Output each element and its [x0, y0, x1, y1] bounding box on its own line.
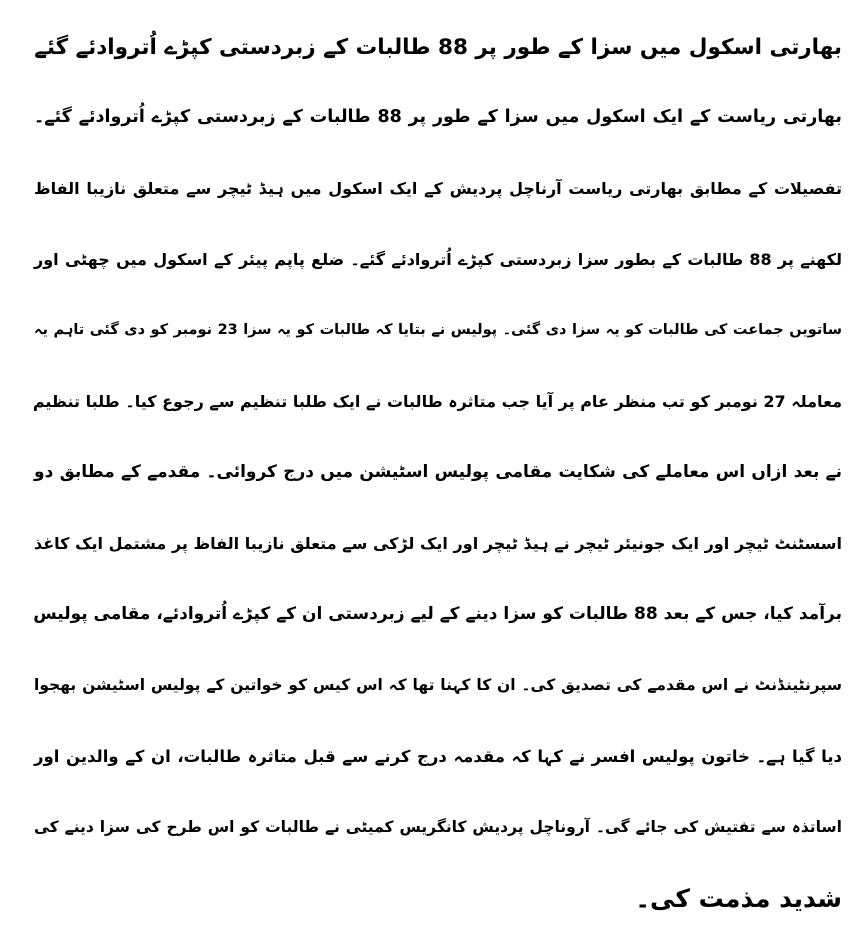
article-line: اسسٹنٹ ٹیچر اور ایک جونیئر ٹیچر نے ہیڈ ٹیچر اور ایک لڑکی سے متعلق نازیبا الفاظ پر مشتمل ایک کاغذ — [34, 534, 842, 553]
article-line-last: شدید مذمت کی۔ — [635, 884, 842, 913]
article-line: برآمد کیا، جس کے بعد 88 طالبات کو سزا دینے کے لیے زبردستی ان کے کپڑے اُتروادئے، مقامی پولیس — [33, 604, 842, 624]
article-line: بھارتی ریاست کے ایک اسکول میں سزا کے طور پر 88 طالبات کے زبردستی کپڑے اُتروادئے گئے۔ — [34, 107, 842, 127]
article-line: نے بعد ازاں اس معاملے کی شکایت مقامی پولیس اسٹیشن میں درج کروائی۔ مقدمے کے مطابق دو — [34, 462, 842, 482]
article-line: لکھنے پر 88 طالبات کے بطور سزا زبردستی کپڑے اُتروادئے گئے۔ ضلع پاپم پیئر کے اسکول میں چھٹی اور — [34, 250, 842, 269]
article-line: دیا گیا ہے۔ خاتون پولیس افسر نے کہا کہ مقدمہ درج کرنے سے قبل متاثرہ طالبات، ان کے والدین اور — [34, 747, 842, 766]
article-headline: بھارتی اسکول میں سزا کے طور پر 88 طالبات کے زبردستی کپڑے اُتروادئے گئے — [34, 35, 842, 60]
article-line: تفصیلات کے مطابق بھارتی ریاست آرناچل پردیش کے ایک اسکول میں ہیڈ ٹیچر سے متعلق نازیبا الفاظ — [34, 179, 842, 198]
article-line: ساتویں جماعت کی طالبات کو یہ سزا دی گئی۔ پولیس نے بتایا کہ طالبات کو یہ سزا 23 نومبر کو دی گئی تاہم یہ — [34, 322, 842, 338]
article-line: معاملہ 27 نومبر کو تب منظر عام پر آیا جب متاثرہ طالبات نے ایک طلبا تنظیم سے رجوع کیا۔ طلبا تنظیم — [32, 392, 842, 411]
article-body — [34, 82, 842, 934]
article-line: اساتذہ سے تفتیش کی جائے گی۔ آروناچل پردیش کانگریس کمیٹی نے طالبات کو اس طرح کی سزا دینے کی — [34, 818, 842, 836]
article-line: سپرنٹینڈنٹ نے اس مقدمے کی تصدیق کی۔ ان کا کہنا تھا کہ اس کیس کو خواتین کے پولیس اسٹیشن بھجوا — [34, 676, 842, 694]
